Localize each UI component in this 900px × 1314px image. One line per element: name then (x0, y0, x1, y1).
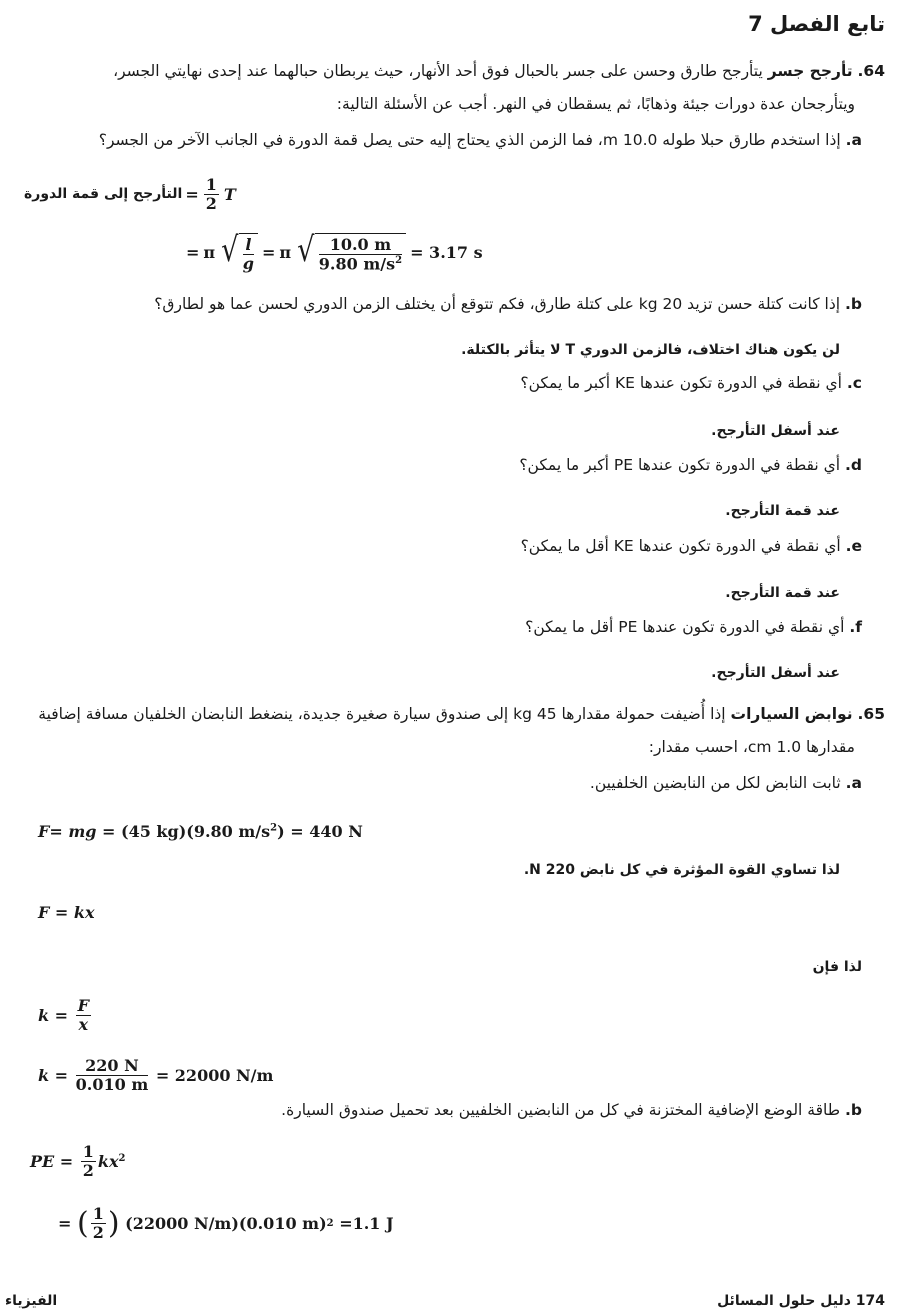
question-text: إذا أُضيفت حمولة مقدارها 45 kg إلى صندوق سيارة صغيرة جديدة، ينضغط النابضان الخلفيان مسافة إضافية (38, 705, 731, 723)
equation-lhs: التأرجح إلى قمة الدورة (24, 186, 183, 203)
part-text: إذا استخدم طارق حبلا طوله 10.0 m، فما الزمن الذي يحتاج إليه حتى يصل قمة الدورة في الجانب الآخر من الجسر؟ (98, 131, 841, 149)
note-therefore: لذا فإن (812, 959, 862, 975)
part-label: e. (845, 537, 862, 555)
equation-k-formula: k = $\frac{F}{x}$ (38, 996, 89, 1034)
denominator: x (78, 1014, 89, 1034)
period-variable: T (223, 184, 236, 204)
numerator: 10.0 m (319, 236, 402, 255)
question-number: 64. (857, 62, 885, 80)
part-e (521, 537, 862, 555)
question-title: تأرجح جسر (767, 62, 853, 80)
part-text: طاقة الوضع الإضافية المختزنة في كل من النابضين الخلفيين بعد تحميل صندوق السيارة. (281, 1101, 841, 1119)
equation-result: =1.1 J (333, 1213, 394, 1233)
sqrt-values: √ $\frac{10.0 m}{9.80 m/s^2}$ (295, 233, 406, 273)
part-text: أي نقطة في الدورة تكون عندها KE أكبر ما يمكن؟ (520, 374, 842, 392)
part-label: b. (845, 1101, 862, 1119)
page-number: 174 (855, 1293, 885, 1309)
answer-b: لن يكون هناك اختلاف، فالزمن الدوري T لا يتأثر بالكتلة. (461, 342, 840, 358)
equation-weight: F= mg = (45 kg)(9.80 $m/s^2) = 440$ N (38, 822, 363, 841)
part-text: أي نقطة في الدورة تكون عندها PE أكبر ما يمكن؟ (519, 456, 841, 474)
part-text: أي نقطة في الدورة تكون عندها KE أقل ما يمكن؟ (520, 537, 841, 555)
pi-symbol: π (203, 243, 216, 263)
denominator: 0.010 m (75, 1074, 149, 1094)
part-text: ثابت النابض لكل من النابضين الخلفيين. (589, 774, 841, 792)
sqrt-l-over-g: √ $\frac{l}{g}$ (219, 233, 258, 272)
equation-pe-formula: PE = $\frac{1}{2}$ kx 2 (30, 1142, 126, 1180)
equation-result: = 22000 N/m (150, 1065, 274, 1085)
question-65-line2: مقدارها 1.0 cm، احسب مقدار: (648, 738, 855, 756)
equals-sign: = (261, 243, 276, 263)
equation-period-calc (186, 230, 483, 273)
numerator: F (77, 996, 89, 1015)
answer-f: عند أسفل التأرجح. (711, 665, 840, 681)
part-label: b. (845, 295, 862, 313)
question-text: يتأرجح طارق وحسن على جسر بالحبال فوق أحد الأنهار، حيث يربطان حبالهما عند إحدى نهايتي الجسر، (113, 62, 768, 80)
part-c (520, 374, 862, 392)
equation-pe-value: = ( $\frac{1}{2}$ ) (22000 N/m)(0.010 m) 2 =1.1 J (58, 1204, 394, 1242)
numerator: l (243, 236, 254, 255)
part-a (99, 131, 862, 149)
part-label: f. (849, 618, 862, 636)
part-b (154, 295, 862, 313)
numerator: 1 (92, 1204, 104, 1223)
fraction-half (204, 176, 219, 212)
footer-subject: الفيزياء (5, 1293, 58, 1309)
equation-swing-half-period (24, 176, 236, 212)
part-a (590, 774, 862, 792)
question-64-line1 (113, 62, 885, 80)
numerator: 1 (82, 1142, 94, 1161)
denominator: g (242, 253, 254, 273)
note-force-per-spring: لذا تساوي القوة المؤثرة في كل نابض 220 N. (523, 862, 840, 878)
equation-k-value: k = $\frac{220 N}{0.010 m}$ = 22000 N/m (38, 1056, 274, 1094)
part-d (519, 456, 862, 474)
numerator: 1 (205, 175, 217, 194)
footer-page-info (717, 1293, 885, 1309)
pi-symbol: π (279, 243, 292, 263)
part-text: أي نقطة في الدورة تكون عندها PE أقل ما يمكن؟ (525, 618, 845, 636)
denominator: 2 (82, 1160, 94, 1180)
denominator: 2 (92, 1222, 104, 1242)
part-f (525, 618, 862, 636)
answer-d: عند قمة التأرجح. (725, 503, 840, 519)
answer-e: عند قمة التأرجح. (725, 585, 840, 601)
answer-c: عند أسفل التأرجح. (711, 423, 840, 439)
question-65-line1 (38, 705, 885, 723)
equation-result: = 3.17 s (410, 243, 483, 263)
part-text: إذا كانت كتلة حسن تزيد 20 kg على كتلة طارق، فكم تتوقع أن يختلف الزمن الدوري لحسن عما هو لطارق؟ (154, 295, 841, 313)
part-label: a. (845, 774, 862, 792)
question-title: نوابض السيارات (730, 705, 853, 723)
part-b (281, 1101, 862, 1119)
equation-hooke: F = kx (38, 903, 95, 922)
chapter-title: تابع الفصل 7 (748, 12, 885, 36)
question-64-line2: ويتأرجحان عدة دورات جيئة وذهابًا، ثم يسقطان في النهر. أجب عن الأسئلة التالية: (336, 95, 855, 113)
book-title: دليل حلول المسائل (717, 1293, 851, 1309)
denominator: 9.80 $m/s^2$ (318, 253, 403, 273)
equals-sign: = (185, 184, 199, 204)
numerator: 220 N (76, 1057, 149, 1076)
part-label: c. (846, 374, 862, 392)
equals-sign: = (186, 243, 200, 263)
part-label: d. (845, 456, 862, 474)
part-label: a. (845, 131, 862, 149)
denominator: 2 (205, 193, 217, 213)
question-number: 65. (857, 705, 885, 723)
